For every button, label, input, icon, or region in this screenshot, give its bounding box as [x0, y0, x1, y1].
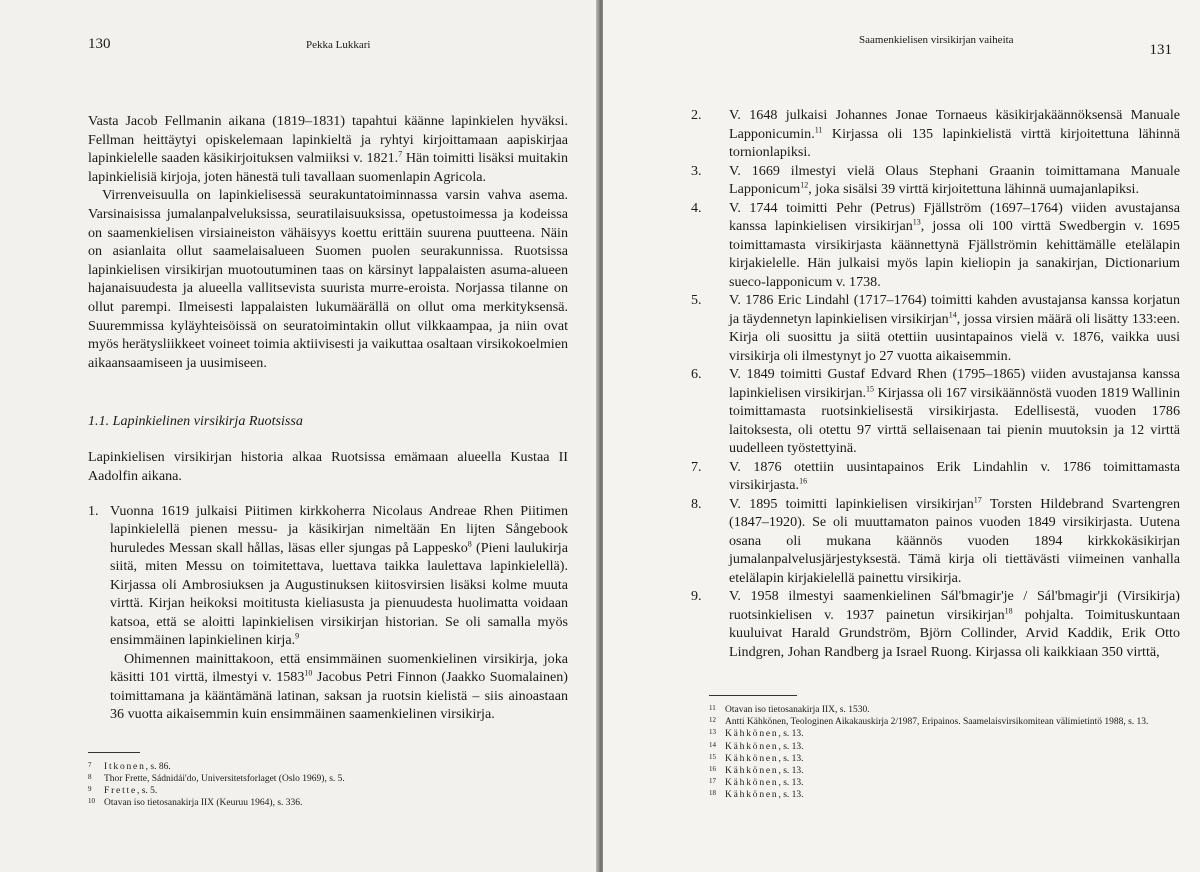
right-running-header: [709, 32, 1180, 60]
footnote: 17 Kähkönen, s. 13.: [709, 777, 804, 789]
footnote: 10 Otavan iso tietosanakirja IIX (Keuruu 1964), s. 336.: [88, 797, 303, 809]
list-item: 7. V. 1876 otettiin uusintapainos Erik Lindahlin v. 1786 toimittamasta virsikirjasta.$^{16}$: [691, 458, 1180, 493]
numbered-list: [88, 502, 568, 724]
right-page: [603, 0, 1200, 872]
list-item: 6. V. 1849 toimitti Gustaf Edvard Rhen (1795–1865) viiden avustajansa kanssa lapinkielisen virsikirjan.$^{15}$ Kirjassa oli 167 virsikäännöstä vuoden 1819 Wallinin toimittamasta ruotsinkielisestä virsikirjasta. Edellisestä, vuoden 1786 laitoksesta, oli otettu 97 virttä sellaisenaan tai pienin muutoksin ja 12 virttä uudelleen työstettyinä.: [691, 366, 1180, 456]
footnote: 7 Itkonen, s. 86.: [88, 760, 171, 772]
footnote-rule: [709, 695, 797, 696]
footnote: 9 Frette, s. 5.: [88, 784, 158, 796]
footnotes: [88, 761, 568, 810]
running-head-author: Pekka Lukkari: [306, 39, 371, 51]
footnote: 12 Antti Kähkönen, Teologinen Aikakauskirja 2/1987, Eripainos. Saamelaisvirsikomitean välimietintö 1988, s. 13.: [709, 716, 1149, 728]
footnote: 18 Kähkönen, s. 13.: [709, 789, 804, 801]
footnote-rule: [88, 752, 140, 753]
left-running-header: [88, 38, 568, 66]
paragraph: Virrenveisuulla on lapinkielisessä seurakuntatoiminnassa varsin vahva asema. Varsinaisissa jumalanpalveluksissa, seuratilaisuuksissa, opetustoimessa ja kodeissa on saamenkielisen virsiaineiston vähäisyys koettu erittäin suurena puutteena. Näin on asianlaita ollut saamelaisalueen Suomen puolen seurakunnissa. Ruotsissa lapinkielisen virsikirjan muotoutuminen taas on kärsinyt lappalaisten asuma-alueen hajanaisuudesta ja alueella vallitsevista suurista murre-eroista. Norjassa tilanne on ollut parempi. Ilmeisesti lappalaisten lukumäärällä on ollut oma merkityksensä. Suuremmissa kyläyhteisöissä on seuratoimintakin ollut vilkkaampaa, ja niin ovat myös herätysliikkeet voineet toimia aktiivisesti ja vaikuttaa osaltaan virsikokoelmien aikaansaamiseen ja uusimiseen.: [88, 187, 568, 371]
footnote: 15 Kähkönen, s. 13.: [709, 752, 804, 764]
page-number: 131: [1149, 42, 1172, 58]
list-item: 1. Vuonna 1619 julkaisi Piitimen kirkkoherra Nicolaus Andreae Rhen Piitimen lapinkielellä pienen messu- ja käsikirjan nimeltään En lijten Sångebook huruledes Messan skall hållas, läsas eller sjungas på Lappesko$^8$ (Pieni laulukirja siitä, miten Messu on toimitettava, luettava taikka laulettava lapinkielellä). Kirjassa oli Ambrosiuksen ja Augustinuksen kiitosvirsien lisäksi kolme muuta virttä. Kirjan heikoksi moititusta kieliasusta ja pienuudesta huolimatta voidaan katsoa, että se aloitti lapinkielisen virsikirjan historian. Se oli samalla myös ensimmäinen lapinkielinen kirja.$^9$ Ohimennen mainittakoon, että ensimmäinen suomenkielinen virsikirja, joka käsitti 101 virttä, ilmestyi v. 1583$^{10}$ Jacobus Petri Finnon (Jaakko Suomalainen) toimittamana ja kääntämänä latinan, saksan ja ruotsin kielistä – siis ainoastaan 36 vuotta aikaisemmin kuin ensimmäinen saamenkielinen virsikirja.: [88, 502, 568, 722]
list-item: 9. V. 1958 ilmestyi saamenkielinen Sál'bmagir'je / Sál'bmagir'ji (Virsikirja) ruotsinkielisen v. 1937 painetun virsikirjan$^{18}$ pohjalta. Toimituskuntaan kuuluivat Harald Grundström, Björn Collinder, Arvid Kaddik, Erik Otto Lindgren, Johan Randberg ja Israel Ruong. Kirjassa oli kaikkiaan 350 virttä,: [691, 588, 1180, 660]
footnote: 11 Otavan iso tietosanakirja IIX, s. 1530.: [709, 704, 870, 715]
running-head-title: Saamenkielisen virsikirjan vaiheita: [859, 34, 1014, 46]
footnote: 8 Thor Frette, Sádnidái'do, Universitetsforlaget (Oslo 1969), s. 5.: [88, 772, 345, 784]
footnote: 14 Kähkönen, s. 13.: [709, 740, 804, 752]
footnotes: [709, 704, 1180, 802]
paragraph: Vasta Jacob Fellmanin aikana (1819–1831) tapahtui käänne lapinkielen hyväksi. Fellman heittäytyi opiskelemaan lapinkieltä ja ryhtyi kirjoittamaan aapiskirjaa lapinkielelle saaden käsikirjoituksen valmiiksi v. 1821.$^7$ Hän toimitti lisäksi muitakin lapinkielisiä kirjoja, joten hänestä tuli tavallaan suomenlapin Agricola.: [88, 113, 568, 185]
footnote: 16 Kähkönen, s. 13.: [709, 765, 804, 777]
list-item: 5. V. 1786 Eric Lindahl (1717–1764) toimitti kahden avustajansa kanssa korjatun ja täydennetyn lapinkielisen virsikirjan$^{14}$, jossa virsien määrä oli lisätty 133:een. Kirja oli suosittu ja siitä otettiin uusintapainos vielä v. 1876, vaikka uusi virsikirja oli ilmestynyt jo 27 vuotta aikaisemmin.: [691, 292, 1180, 364]
page-number: 130: [88, 36, 111, 52]
footnote: 13 Kähkönen, s. 13.: [709, 728, 804, 740]
list-item: 8. V. 1895 toimitti lapinkielisen virsikirjan$^{17}$ Torsten Hildebrand Svartengren (1847–1920). Se oli muuttamaton painos vuoden 1849 virsikirjasta. Uutena osana oli mukana käännös vuoden 1894 kirkkokäsikirjan jumalanpalvelusjärjestyksestä. Tämä kirja oli tiettävästi viimeinen vanhalla etelälapin kirjakielellä painettu virsikirja.: [691, 494, 1180, 586]
list-item: 4. V. 1744 toimitti Pehr (Petrus) Fjällström (1697–1764) viiden avustajansa kanssa lapinkielisen virsikirjan$^{13}$, jossa oli 100 virttä Swedbergin v. 1695 toimittamasta virsikirjasta käännettynä Fjällströmin kehittämälle etelälapin kirjakielelle. Hän julkaisi myös lapin kieliopin ja sanakirjan, Dictionarium sueco-lapponicum v. 1738.: [691, 199, 1180, 290]
list-item: 2. V. 1648 julkaisi Johannes Jonae Tornaeus käsikirjakäännöksensä Manuale Lapponicumin.$^{11}$ Kirjassa oli 135 lapinkielistä virttä kirjoitettuna lähinnä tornionlapiksi.: [691, 107, 1180, 160]
section-heading: 1.1. Lapinkielinen virsikirja Ruotsissa: [88, 413, 303, 430]
list-item: 3. V. 1669 ilmestyi vielä Olaus Stephani Graanin toimittamana Manuale Lapponicum$^{12}$, joka sisälsi 39 virttä kirjoitettuna lähinnä uumajanlapiksi.: [691, 162, 1180, 197]
numbered-list: [691, 106, 1180, 661]
section-intro: Lapinkielisen virsikirjan historia alkaa Ruotsissa emämaan alueella Kustaa II Aadolfin aikana.: [88, 449, 568, 484]
